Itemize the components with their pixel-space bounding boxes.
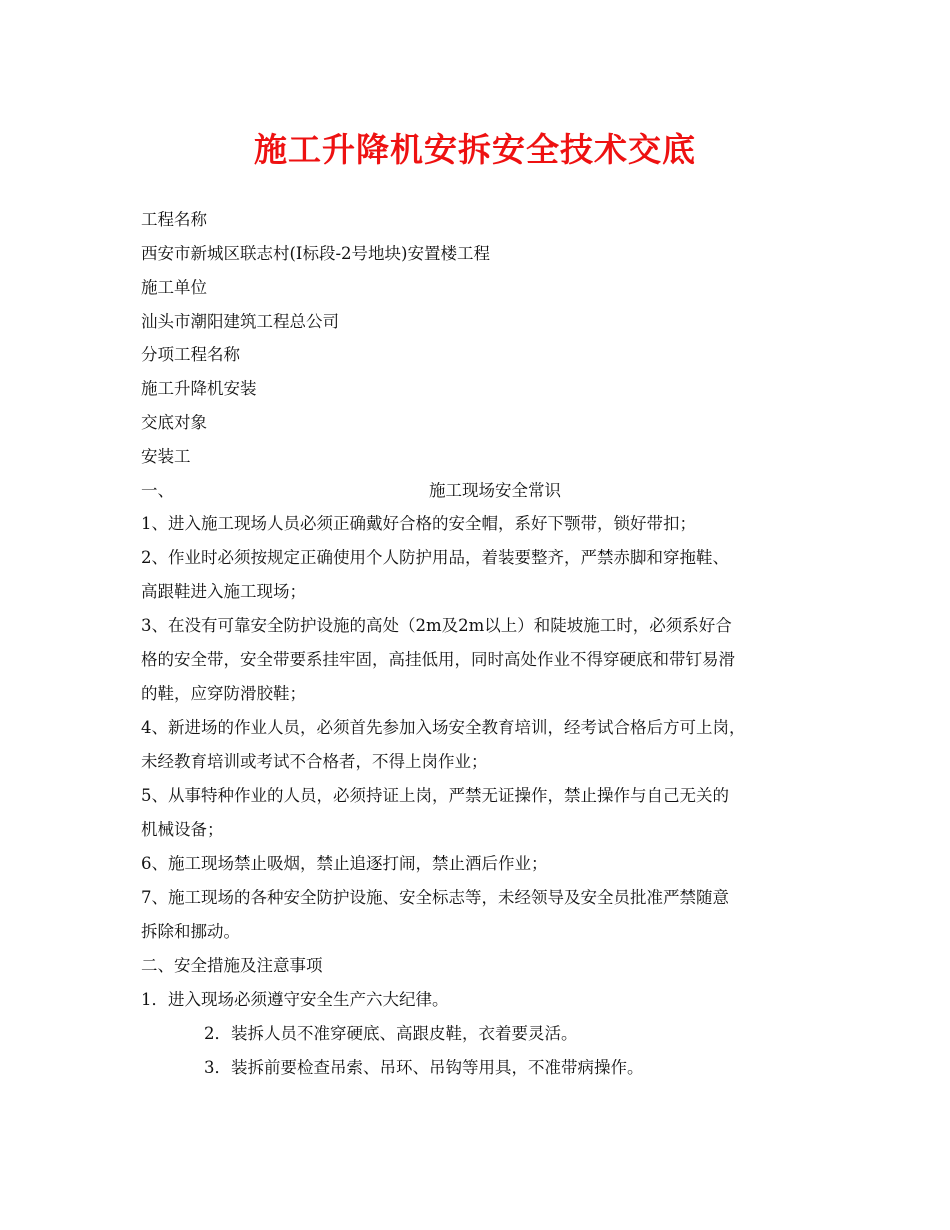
field-label-audience: 交底对象 — [141, 413, 207, 432]
section1-line: 1、进入施工现场人员必须正确戴好合格的安全帽，系好下颚带，锁好带扣； — [141, 514, 696, 533]
section2-item-3: 3．装拆前要检查吊索、吊环、吊钩等用具，不准带病操作。 — [204, 1058, 644, 1077]
section1-line: 的鞋，应穿防滑胶鞋； — [141, 684, 306, 703]
section1-line: 7、施工现场的各种安全防护设施、安全标志等，未经领导及安全员批准严禁随意 — [141, 888, 729, 907]
section1-title: 施工现场安全常识 — [429, 481, 561, 500]
field-value-project-name: 西安市新城区联志村(Ⅰ标段-2号地块)安置楼工程 — [141, 244, 490, 263]
field-label-contractor: 施工单位 — [141, 278, 207, 297]
section1-line: 高跟鞋进入施工现场； — [141, 582, 306, 601]
field-value-subproject: 施工升降机安装 — [141, 379, 257, 398]
field-label-project-name: 工程名称 — [141, 210, 207, 229]
section1-line: 2、作业时必须按规定正确使用个人防护用品，着装要整齐，严禁赤脚和穿拖鞋、 — [141, 548, 729, 567]
field-value-contractor: 汕头市潮阳建筑工程总公司 — [141, 312, 339, 331]
section1-line: 未经教育培训或考试不合格者，不得上岗作业； — [141, 752, 488, 771]
section2-heading: 二、安全措施及注意事项 — [141, 956, 323, 975]
field-label-subproject: 分项工程名称 — [141, 345, 240, 364]
section1-number: 一、 — [141, 481, 174, 500]
section1-line: 6、施工现场禁止吸烟，禁止追逐打闹，禁止酒后作业； — [141, 854, 548, 873]
section1-line: 机械设备； — [141, 820, 224, 839]
section1-line: 5、从事特种作业的人员，必须持证上岗，严禁无证操作，禁止操作与自己无关的 — [141, 786, 729, 805]
section1-line: 格的安全带，安全带要系挂牢固，高挂低用，同时高处作业不得穿硬底和带钉易滑 — [141, 650, 735, 669]
section1-line: 拆除和挪动。 — [141, 922, 240, 941]
document-title: 施工升降机安拆安全技术交底 — [254, 130, 696, 169]
field-value-audience: 安装工 — [141, 447, 191, 466]
section1-line: 3、在没有可靠安全防护设施的高处（2m及2m以上）和陡坡施工时，必须系好合 — [141, 616, 732, 635]
section2-item-2: 2．装拆人员不准穿硬底、高跟皮鞋，衣着要灵活。 — [204, 1024, 578, 1043]
section2-item-1: 1．进入现场必须遵守安全生产六大纪律。 — [141, 990, 449, 1009]
section1-line: 4、新进场的作业人员，必须首先参加入场安全教育培训，经考试合格后方可上岗， — [141, 718, 746, 737]
